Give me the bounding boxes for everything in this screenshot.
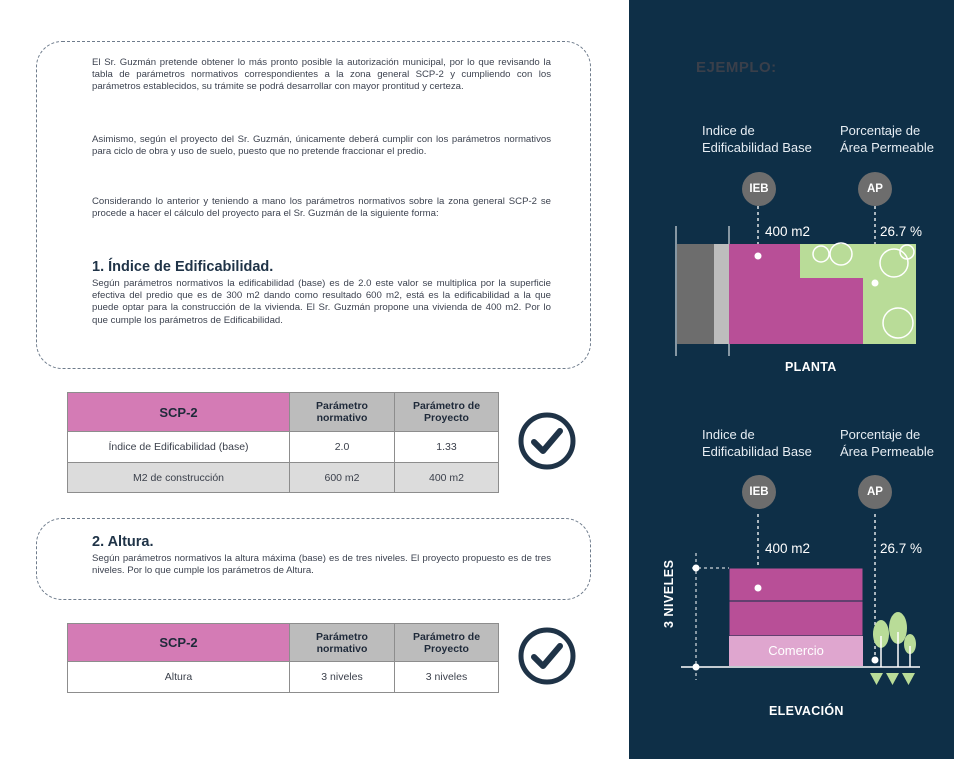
- ap-badge-elevation: AP: [858, 475, 892, 509]
- plan-diagram: [676, 206, 916, 356]
- example-title: EJEMPLO:: [696, 59, 777, 76]
- table-row: [68, 463, 499, 493]
- ieb-label: Indice de Edificabilidad Base: [702, 123, 812, 155]
- ap-value: 26.7 %: [880, 224, 923, 239]
- ieb-badge: IEB: [742, 172, 776, 206]
- table-cell-normativo: 2.0: [290, 432, 395, 463]
- table-zone-header: SCP-2: [68, 624, 290, 662]
- ieb-value-elevation: 400 m2: [765, 541, 811, 556]
- plan-caption: PLANTA: [785, 360, 837, 374]
- check-circle-icon: [517, 626, 577, 686]
- table-cell-proyecto: 3 niveles: [395, 662, 499, 693]
- ieb-badge-elevation: IEB: [742, 475, 776, 509]
- ieb-label-elevation: Indice de Edificabilidad Base: [702, 427, 812, 459]
- paragraph-asimismo: Asimismo, según el proyecto del Sr. Guzmán, únicamente deberá cumplir con los parámetros normativos para ciclo de obra y uso de suelo, puesto que no pretende fraccionar el predio.: [92, 134, 551, 158]
- table-header-normativo: Parámetro normativo: [290, 624, 395, 662]
- table-header-proyecto: Parámetro de Proyecto: [395, 624, 499, 662]
- ap-label: Porcentaje de Área Permeable: [840, 123, 934, 155]
- levels-label: 3 NIVELES: [662, 559, 676, 628]
- table-altura: [67, 623, 499, 693]
- table-cell-label: Altura: [68, 662, 290, 693]
- elevation-caption: ELEVACIÓN: [769, 704, 844, 718]
- check-circle-icon: [517, 411, 577, 471]
- table-row: [68, 432, 499, 463]
- table-cell-proyecto: 400 m2: [395, 463, 499, 493]
- table-cell-normativo: 600 m2: [290, 463, 395, 493]
- tree-icon: [873, 612, 916, 667]
- table-zone-header: SCP-2: [68, 393, 290, 432]
- table-header-proyecto: Parámetro de Proyecto: [395, 393, 499, 432]
- table-edificabilidad: [67, 392, 499, 493]
- paragraph-considerando: Considerando lo anterior y teniendo a mano los parámetros normativos sobre la zona general SCP-2 se procede a hacer el cálculo del proyecto para el Sr. Guzmán de la siguiente forma:: [92, 196, 551, 220]
- table-row: [68, 662, 499, 693]
- commerce-floor: Comercio: [729, 636, 863, 666]
- heading-altura: 2. Altura.: [92, 534, 154, 550]
- table-cell-label: Índice de Edificabilidad (base): [68, 432, 290, 463]
- paragraph-intro: El Sr. Guzmán pretende obtener lo más pronto posible la autorización municipal, por lo que revisando la tabla de parámetros normativos correspondientes a la zona general SCP-2 y cumpliendo con los parámetros establecidos, su trámite se podrá desarrollar con mayor prontitud y certeza.: [92, 57, 551, 93]
- heading-edificabilidad: 1. Índice de Edificabilidad.: [92, 259, 274, 275]
- ap-badge: AP: [858, 172, 892, 206]
- table-cell-label: M2 de construcción: [68, 463, 290, 493]
- ap-label-elevation: Porcentaje de Área Permeable: [840, 427, 934, 459]
- paragraph-edificabilidad: Según parámetros normativos la edificabilidad (base) es de 2.0 este valor se multiplica por la superficie efectiva del predio que es de 300 m2 dando como resultado 600 m2, está es la edificabilidad a la que puede optar para la construcción de la vivienda. El Sr. Guzmán propone una vivienda de 400 m2. Por lo que cumple los parámetros de Edificabilidad.: [92, 278, 551, 326]
- ieb-value: 400 m2: [765, 224, 811, 239]
- table-cell-normativo: 3 niveles: [290, 662, 395, 693]
- table-cell-proyecto: 1.33: [395, 432, 499, 463]
- ground-triangle-icon: [870, 673, 915, 685]
- ap-value-elevation: 26.7 %: [880, 541, 923, 556]
- table-header-normativo: Parámetro normativo: [290, 393, 395, 432]
- paragraph-altura: Según parámetros normativos la altura máxima (base) es de tres niveles. El proyecto propuesto es de tres niveles. Por lo que cumple los parámetros de Altura.: [92, 553, 551, 577]
